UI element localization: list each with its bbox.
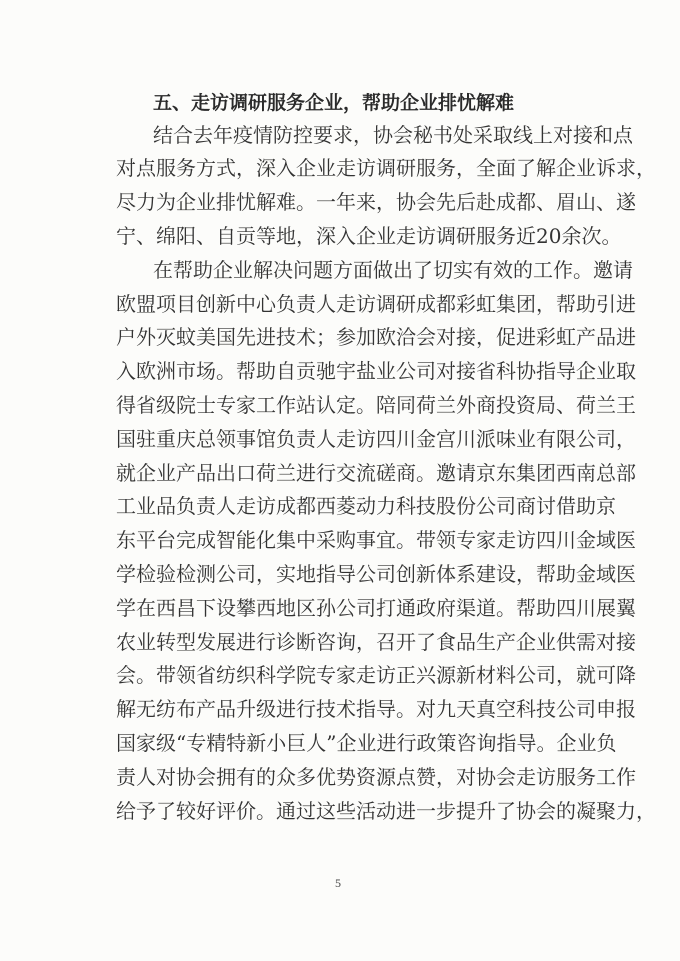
paragraph-line: 学检验检测公司，实地指导公司创新体系建设，帮助金域医 [116, 562, 636, 586]
section-heading: 五、走访调研服务企业，帮助企业排忧解难 [153, 92, 515, 114]
paragraph-line: 解无纺布产品升级进行技术指导。对九天真空科技公司申报 [116, 697, 636, 721]
page-number: 5 [335, 876, 341, 890]
paragraph-line: 尽力为企业排忧解难。一年来，协会先后赴成都、眉山、遂 [116, 190, 636, 214]
paragraph-line: 责人对协会拥有的众多优势资源点赞，对协会走访服务工作 [116, 765, 636, 789]
paragraph-line: 宁、绵阳、自贡等地，深入企业走访调研服务近20余次。 [116, 224, 622, 248]
paragraph-line: 结合去年疫情防控要求，协会秘书处采取线上对接和点 [153, 123, 633, 147]
paragraph-line: 户外灭蚊美国先进技术；参加欧洽会对接，促进彩虹产品进 [116, 325, 636, 349]
paragraph-line: 工业品负责人走访成都西菱动力科技股份公司商讨借助京 [116, 494, 616, 518]
paragraph-line: 东平台完成智能化集中采购事宜。带领专家走访四川金域医 [116, 528, 636, 552]
paragraph-line: 得省级院士专家工作站认定。陪同荷兰外商投资局、荷兰王 [116, 393, 636, 417]
paragraph-line: 国家级“专精特新小巨人”企业进行政策咨询指导。企业负 [116, 731, 617, 755]
paragraph-line: 就企业产品出口荷兰进行交流磋商。邀请京东集团西南总部 [116, 461, 636, 485]
paragraph-line: 对点服务方式，深入企业走访调研服务，全面了解企业诉求， [116, 156, 656, 180]
paragraph-line: 入欧洲市场。帮助自贡驰宇盐业公司对接省科协指导企业取 [116, 359, 636, 383]
paragraph-line: 会。带领省纺织科学院专家走访正兴源新材料公司，就可降 [116, 663, 636, 687]
paragraph-line: 学在西昌下设攀西地区孙公司打通政府渠道。帮助四川展翼 [116, 596, 636, 620]
paragraph-line: 在帮助企业解决问题方面做出了切实有效的工作。邀请 [153, 258, 633, 282]
paragraph-line: 农业转型发展进行诊断咨询，召开了食品生产企业供需对接 [116, 630, 636, 654]
paragraph-line: 欧盟项目创新中心负责人走访调研成都彩虹集团，帮助引进 [116, 292, 636, 316]
paragraph-line: 国驻重庆总领事馆负责人走访四川金宫川派味业有限公司， [116, 427, 636, 451]
paragraph-line: 给予了较好评价。通过这些活动进一步提升了协会的凝聚力， [116, 799, 656, 823]
